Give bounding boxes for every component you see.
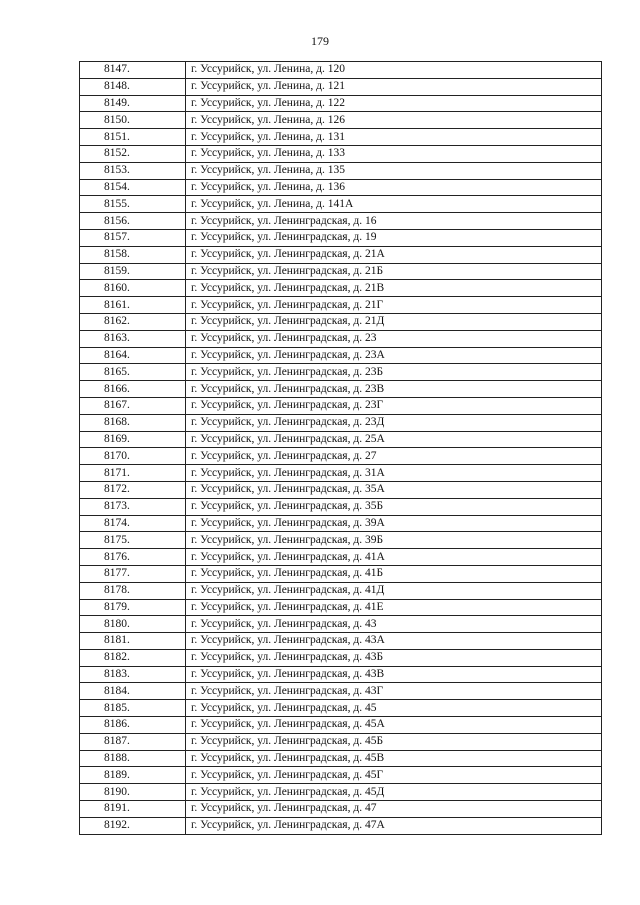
row-address: г. Уссурийск, ул. Ленинградская, д. 23А: [186, 347, 602, 364]
table-row: [80, 179, 602, 196]
row-number: 8162.: [80, 313, 186, 330]
row-address: г. Уссурийск, ул. Ленинградская, д. 31А: [186, 465, 602, 482]
row-address: г. Уссурийск, ул. Ленинградская, д. 25А: [186, 431, 602, 448]
table-row: [80, 196, 602, 213]
row-number: 8177.: [80, 565, 186, 582]
table-row: [80, 481, 602, 498]
row-number: 8171.: [80, 465, 186, 482]
row-address: г. Уссурийск, ул. Ленинградская, д. 43: [186, 616, 602, 633]
row-number: 8155.: [80, 196, 186, 213]
row-number: 8174.: [80, 515, 186, 532]
row-address: г. Уссурийск, ул. Ленинградская, д. 45Д: [186, 784, 602, 801]
table-row: [80, 431, 602, 448]
row-number: 8186.: [80, 717, 186, 734]
row-number: 8160.: [80, 280, 186, 297]
row-number: 8149.: [80, 95, 186, 112]
row-address: г. Уссурийск, ул. Ленинградская, д. 45Б: [186, 733, 602, 750]
table-row: [80, 280, 602, 297]
row-address: г. Уссурийск, ул. Ленинградская, д. 21Д: [186, 313, 602, 330]
row-address: г. Уссурийск, ул. Ленина, д. 131: [186, 129, 602, 146]
row-address: г. Уссурийск, ул. Ленинградская, д. 39Б: [186, 532, 602, 549]
table-row: [80, 767, 602, 784]
row-number: 8181.: [80, 633, 186, 650]
row-address: г. Уссурийск, ул. Ленинградская, д. 47: [186, 801, 602, 818]
row-address: г. Уссурийск, ул. Ленинградская, д. 19: [186, 229, 602, 246]
row-address: г. Уссурийск, ул. Ленинградская, д. 23: [186, 330, 602, 347]
row-number: 8165.: [80, 364, 186, 381]
table-row: [80, 599, 602, 616]
table-row: [80, 145, 602, 162]
row-number: 8148.: [80, 78, 186, 95]
row-address: г. Уссурийск, ул. Ленинградская, д. 45В: [186, 750, 602, 767]
table-row: [80, 213, 602, 230]
row-number: 8179.: [80, 599, 186, 616]
row-number: 8170.: [80, 448, 186, 465]
row-address: г. Уссурийск, ул. Ленина, д. 141А: [186, 196, 602, 213]
row-address: г. Уссурийск, ул. Ленинградская, д. 39А: [186, 515, 602, 532]
address-table-body: [80, 62, 602, 835]
table-row: [80, 112, 602, 129]
table-row: [80, 549, 602, 566]
row-number: 8176.: [80, 549, 186, 566]
row-address: г. Уссурийск, ул. Ленинградская, д. 45А: [186, 717, 602, 734]
row-number: 8169.: [80, 431, 186, 448]
row-number: 8182.: [80, 649, 186, 666]
row-number: 8168.: [80, 414, 186, 431]
table-row: [80, 784, 602, 801]
row-address: г. Уссурийск, ул. Ленинградская, д. 45Г: [186, 767, 602, 784]
row-address: г. Уссурийск, ул. Ленинградская, д. 41Д: [186, 582, 602, 599]
row-number: 8164.: [80, 347, 186, 364]
row-number: 8153.: [80, 162, 186, 179]
row-address: г. Уссурийск, ул. Ленина, д. 121: [186, 78, 602, 95]
table-row: [80, 565, 602, 582]
table-row: [80, 78, 602, 95]
row-number: 8190.: [80, 784, 186, 801]
row-number: 8188.: [80, 750, 186, 767]
row-address: г. Уссурийск, ул. Ленинградская, д. 41Б: [186, 565, 602, 582]
table-row: [80, 817, 602, 834]
row-address: г. Уссурийск, ул. Ленинградская, д. 43В: [186, 666, 602, 683]
table-row: [80, 162, 602, 179]
row-address: г. Уссурийск, ул. Ленинградская, д. 27: [186, 448, 602, 465]
table-row: [80, 750, 602, 767]
table-row: [80, 633, 602, 650]
row-address: г. Уссурийск, ул. Ленинградская, д. 23Г: [186, 397, 602, 414]
table-row: [80, 246, 602, 263]
row-address: г. Уссурийск, ул. Ленинградская, д. 21В: [186, 280, 602, 297]
row-address: г. Уссурийск, ул. Ленинградская, д. 21А: [186, 246, 602, 263]
table-row: [80, 297, 602, 314]
row-number: 8147.: [80, 62, 186, 79]
table-row: [80, 263, 602, 280]
row-address: г. Уссурийск, ул. Ленинградская, д. 21Б: [186, 263, 602, 280]
table-row: [80, 347, 602, 364]
table-row: [80, 666, 602, 683]
table-row: [80, 414, 602, 431]
row-address: г. Уссурийск, ул. Ленина, д. 126: [186, 112, 602, 129]
row-address: г. Уссурийск, ул. Ленинградская, д. 35Б: [186, 498, 602, 515]
table-row: [80, 582, 602, 599]
row-number: 8172.: [80, 481, 186, 498]
row-address: г. Уссурийск, ул. Ленинградская, д. 23В: [186, 381, 602, 398]
table-row: [80, 465, 602, 482]
row-address: г. Уссурийск, ул. Ленинградская, д. 35А: [186, 481, 602, 498]
row-number: 8191.: [80, 801, 186, 818]
table-row: [80, 229, 602, 246]
table-row: [80, 313, 602, 330]
row-address: г. Уссурийск, ул. Ленинградская, д. 16: [186, 213, 602, 230]
address-table: [79, 61, 602, 835]
row-address: г. Уссурийск, ул. Ленинградская, д. 43Г: [186, 683, 602, 700]
row-address: г. Уссурийск, ул. Ленина, д. 122: [186, 95, 602, 112]
page-number: 179: [311, 34, 329, 48]
row-number: 8157.: [80, 229, 186, 246]
table-row: [80, 364, 602, 381]
row-number: 8167.: [80, 397, 186, 414]
row-address: г. Уссурийск, ул. Ленина, д. 120: [186, 62, 602, 79]
row-number: 8178.: [80, 582, 186, 599]
table-row: [80, 397, 602, 414]
table-row: [80, 649, 602, 666]
table-row: [80, 129, 602, 146]
table-row: [80, 616, 602, 633]
table-row: [80, 683, 602, 700]
row-number: 8154.: [80, 179, 186, 196]
row-address: г. Уссурийск, ул. Ленинградская, д. 45: [186, 700, 602, 717]
row-number: 8156.: [80, 213, 186, 230]
table-row: [80, 62, 602, 79]
row-number: 8150.: [80, 112, 186, 129]
row-address: г. Уссурийск, ул. Ленинградская, д. 23Д: [186, 414, 602, 431]
row-address: г. Уссурийск, ул. Ленина, д. 136: [186, 179, 602, 196]
row-address: г. Уссурийск, ул. Ленинградская, д. 23Б: [186, 364, 602, 381]
table-row: [80, 717, 602, 734]
table-row: [80, 498, 602, 515]
row-number: 8187.: [80, 733, 186, 750]
row-address: г. Уссурийск, ул. Ленинградская, д. 47А: [186, 817, 602, 834]
table-row: [80, 448, 602, 465]
row-number: 8180.: [80, 616, 186, 633]
row-number: 8159.: [80, 263, 186, 280]
row-address: г. Уссурийск, ул. Ленинградская, д. 41Е: [186, 599, 602, 616]
row-address: г. Уссурийск, ул. Ленинградская, д. 21Г: [186, 297, 602, 314]
table-row: [80, 381, 602, 398]
row-number: 8151.: [80, 129, 186, 146]
row-number: 8152.: [80, 145, 186, 162]
row-number: 8163.: [80, 330, 186, 347]
table-row: [80, 801, 602, 818]
row-number: 8173.: [80, 498, 186, 515]
row-number: 8175.: [80, 532, 186, 549]
table-row: [80, 733, 602, 750]
row-number: 8158.: [80, 246, 186, 263]
table-row: [80, 700, 602, 717]
row-number: 8185.: [80, 700, 186, 717]
row-address: г. Уссурийск, ул. Ленинградская, д. 43А: [186, 633, 602, 650]
row-address: г. Уссурийск, ул. Ленинградская, д. 41А: [186, 549, 602, 566]
row-number: 8192.: [80, 817, 186, 834]
table-row: [80, 95, 602, 112]
row-number: 8161.: [80, 297, 186, 314]
row-address: г. Уссурийск, ул. Ленинградская, д. 43Б: [186, 649, 602, 666]
row-address: г. Уссурийск, ул. Ленина, д. 133: [186, 145, 602, 162]
row-number: 8183.: [80, 666, 186, 683]
table-row: [80, 532, 602, 549]
table-row: [80, 515, 602, 532]
row-number: 8166.: [80, 381, 186, 398]
row-address: г. Уссурийск, ул. Ленина, д. 135: [186, 162, 602, 179]
row-number: 8189.: [80, 767, 186, 784]
table-row: [80, 330, 602, 347]
row-number: 8184.: [80, 683, 186, 700]
